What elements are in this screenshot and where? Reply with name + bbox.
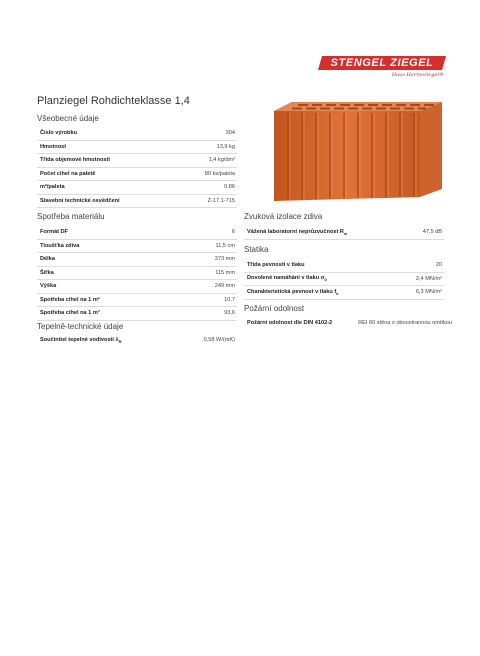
table-row (37, 127, 237, 140)
row-label: Součinitel tepelné vodivosti $\lambda_R$ (40, 336, 122, 344)
row-label: Tloušťka zdiva (37, 239, 183, 253)
section-heading-acoustic: Zvuková izolace zdiva (244, 212, 323, 221)
row-label: Dovolené namáhání v tlaku $\sigma_0$ (244, 272, 396, 286)
row-value: 115 mm (183, 266, 237, 280)
row-label: Výška (37, 280, 183, 294)
table-row (37, 181, 237, 195)
section-heading-general: Všeobecné údaje (37, 114, 99, 123)
row-label: Požární odolnost dle DIN 4102-2 (247, 320, 333, 327)
logo-tagline: Haus Harmoziegel® (391, 72, 444, 78)
section-heading-consumption: Spotřeba materiálu (37, 212, 105, 221)
row-label: Stavební technické osvědčení (37, 194, 179, 208)
table-row (37, 280, 237, 294)
table-row (37, 334, 237, 347)
table-row (37, 253, 237, 267)
row-value: 10,7 (183, 293, 237, 307)
row-value: 249 mm (183, 280, 237, 294)
table-row (37, 307, 237, 321)
row-label: Vážená laboratorní neprůzvučnost $R_w$ (244, 226, 408, 239)
general-table (37, 127, 237, 208)
table-row (37, 293, 237, 307)
brick-image (270, 97, 444, 205)
row-label: Třída pevnosti v tlaku (244, 259, 396, 272)
fire-table (244, 317, 454, 330)
row-value: 0,58 W/(mK) (203, 337, 235, 344)
row-label: Třída objemové hmotnosti (37, 154, 179, 168)
row-value: Z-17.1-715 (179, 194, 237, 208)
stengel-ziegel-logo (318, 55, 446, 81)
row-value: 93,6 (183, 307, 237, 321)
row-label: Spotřeba cihel na 1 m² (37, 293, 183, 307)
logo-text: STENGEL ZIEGEL (330, 57, 434, 69)
row-value: 6,3 MN/m² (396, 286, 444, 300)
section-heading-static: Statika (244, 245, 269, 254)
row-value: 20 (396, 259, 444, 272)
table-row (37, 239, 237, 253)
table-row (244, 226, 444, 239)
section-heading-fire: Požární odolnost (244, 304, 305, 313)
page-title: Planziegel Rohdichteklasse 1,4 (37, 95, 190, 107)
row-label: m²/paleta (37, 181, 179, 195)
row-label: Počet cihel na paletě (37, 167, 179, 181)
row-value: 80 ks/paleta (179, 167, 237, 181)
row-label: Hmotnost (37, 140, 179, 154)
row-value: 373 mm (183, 253, 237, 267)
row-value: 2,4 MN/m² (396, 272, 444, 286)
table-row (37, 266, 237, 280)
row-label: Formát DF (37, 226, 183, 239)
row-label: Šířka (37, 266, 183, 280)
table-row (244, 317, 454, 330)
static-table (244, 259, 444, 300)
table-row (37, 167, 237, 181)
table-row (244, 259, 444, 272)
acoustic-table (244, 226, 444, 240)
row-label: Délka (37, 253, 183, 267)
row-value: 6 (183, 226, 237, 239)
row-value: 47,5 dB (408, 226, 444, 239)
table-row (37, 140, 237, 154)
row-label: Spotřeba cihel na 1 m³ (37, 307, 183, 321)
consumption-table (37, 226, 237, 321)
table-row (244, 286, 444, 300)
row-label: Číslo výrobku (37, 127, 179, 140)
row-value: 11,5 cm (183, 239, 237, 253)
row-value: 0,86 (179, 181, 237, 195)
table-row (37, 194, 237, 208)
thermal-table (37, 334, 237, 347)
section-heading-thermal: Tepelně-technické údaje (37, 322, 124, 331)
row-value: 304 (179, 127, 237, 140)
row-value: REI 60 stěna s oboustrannou omítkou (358, 320, 452, 327)
row-value: 1,4 kg/dm³ (179, 154, 237, 168)
table-row (37, 226, 237, 239)
table-row (244, 272, 444, 286)
table-row (37, 154, 237, 168)
row-value: 13,9 kg (179, 140, 237, 154)
row-label: Charakteristická pevnost v tlaku $f_k$ (244, 286, 396, 300)
